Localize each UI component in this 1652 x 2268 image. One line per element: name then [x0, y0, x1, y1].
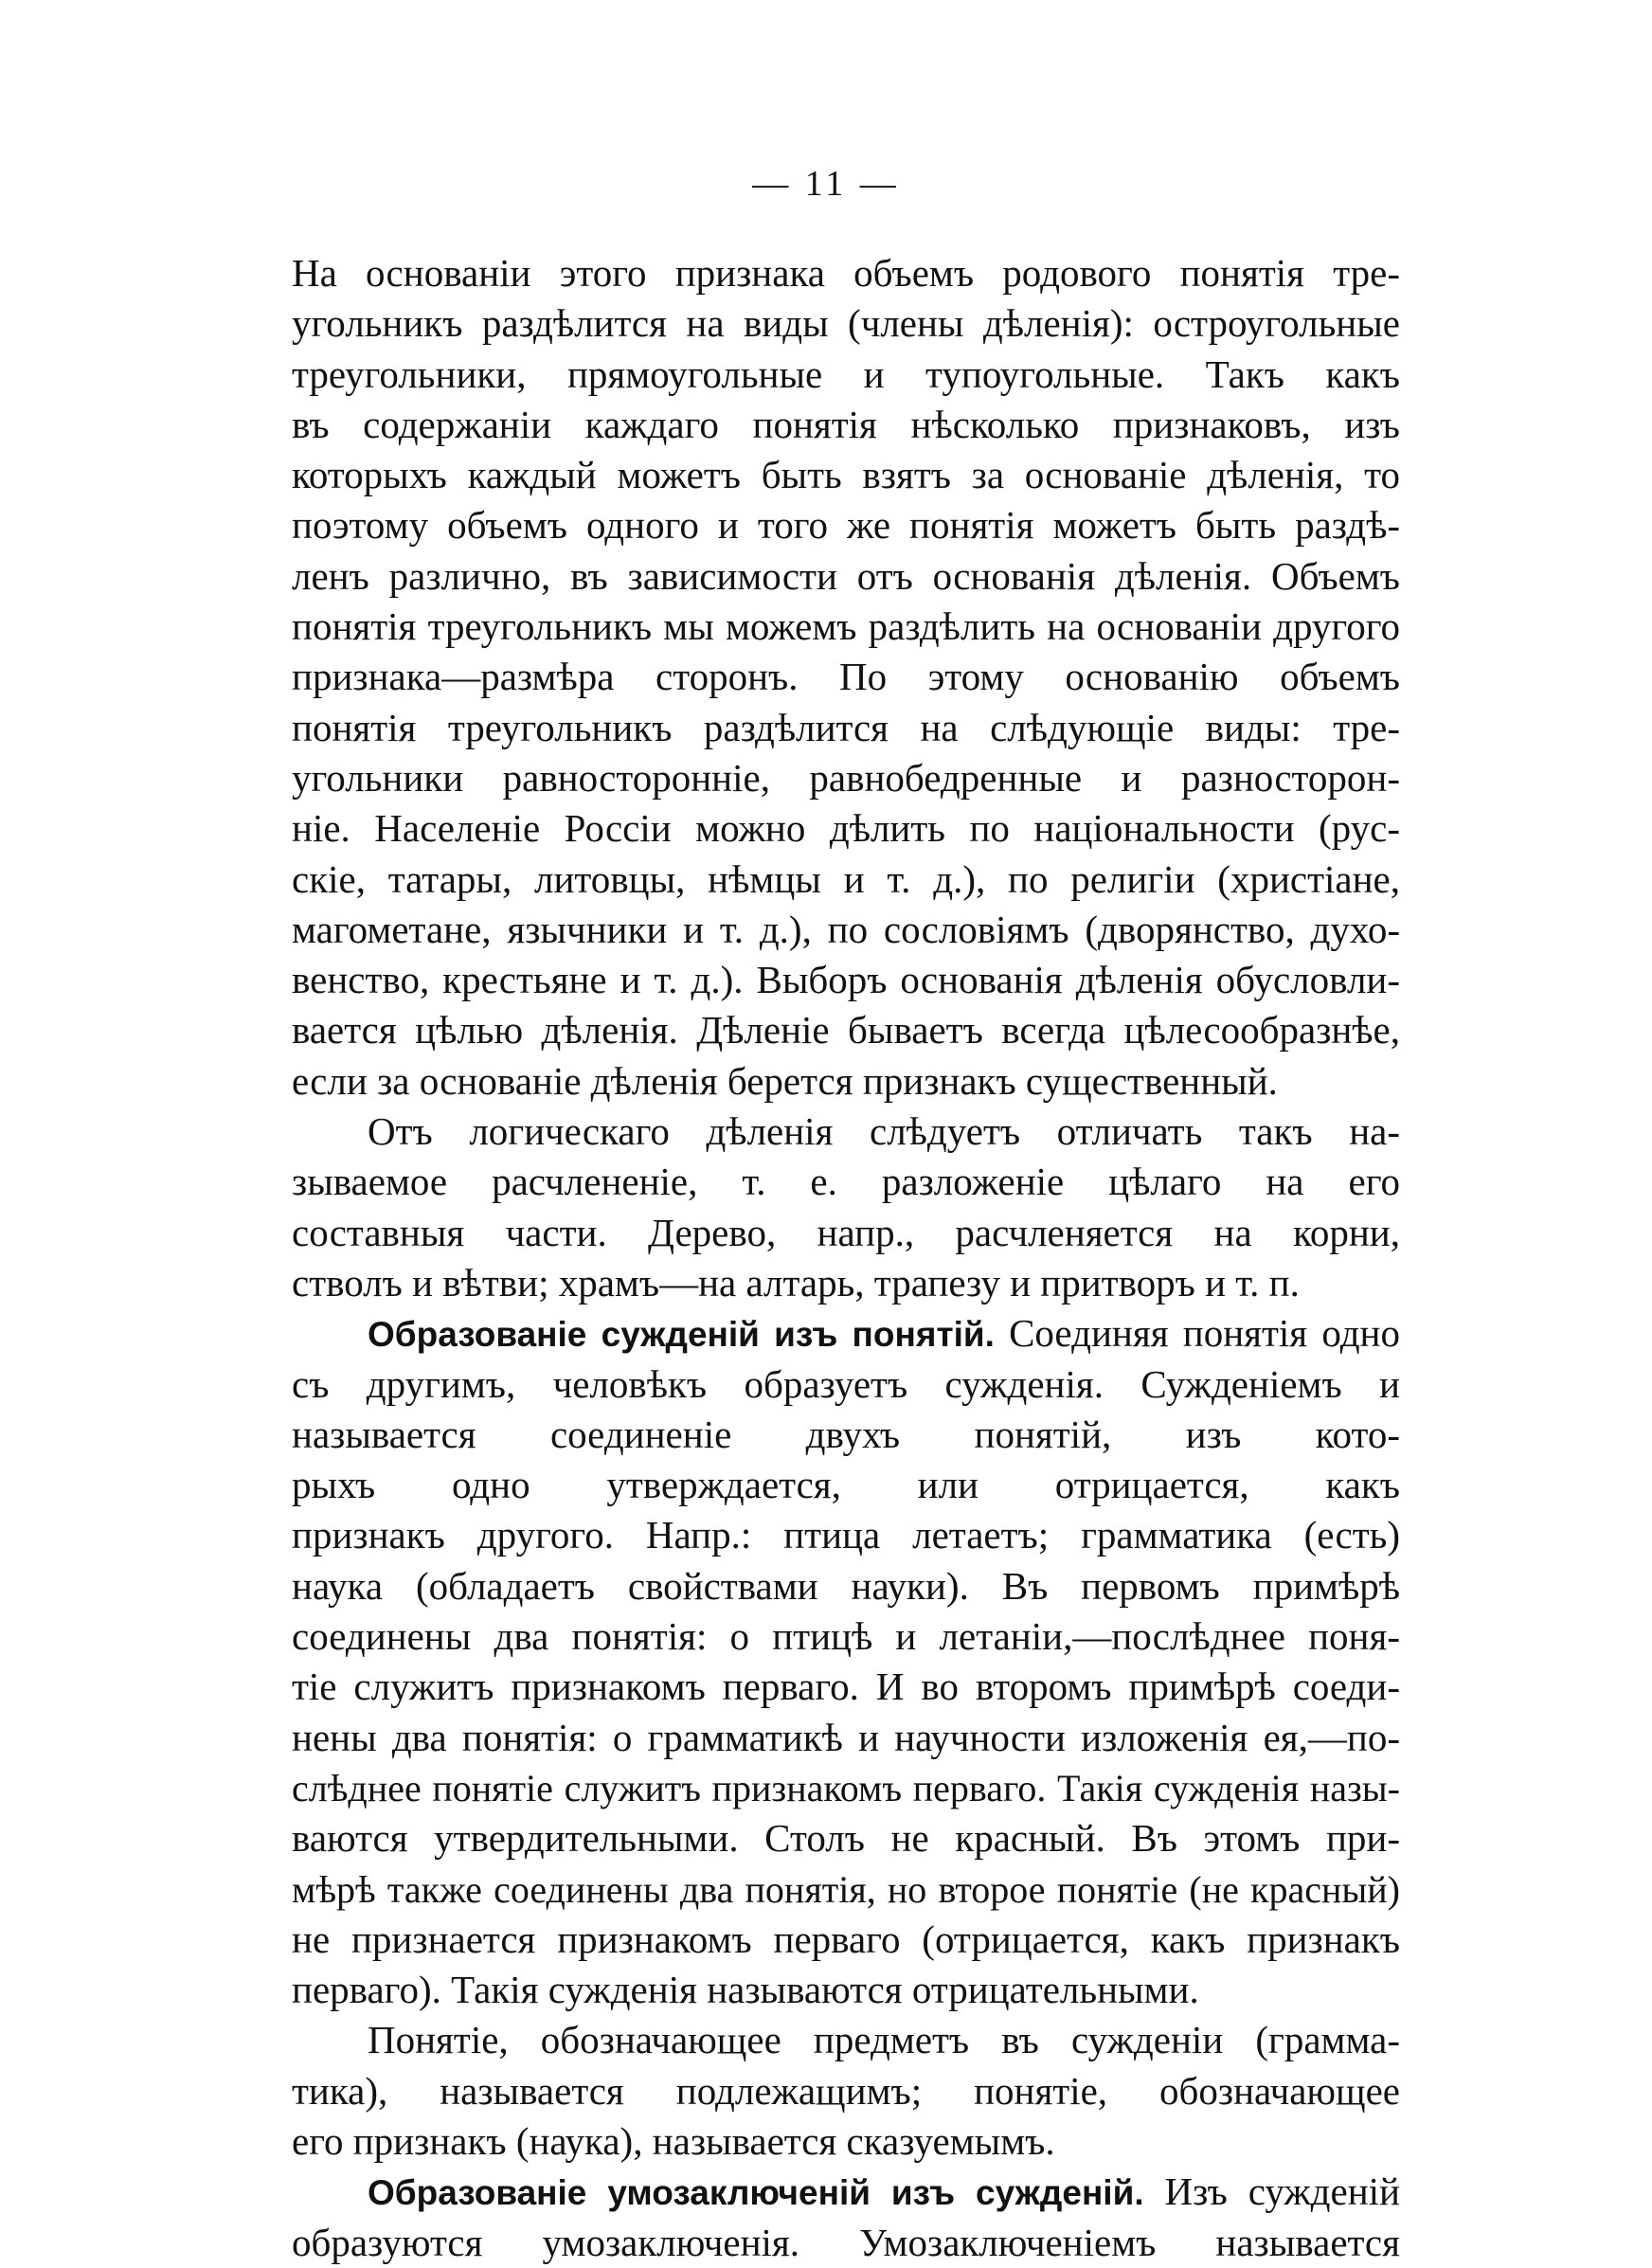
- line-text: составныя части. Дерево, напр., расчленяется на корни,: [292, 1210, 1400, 1254]
- line-text: поэтому объемъ одного и того же понятiя можетъ быть раздѣ-: [292, 503, 1400, 548]
- text-line: [292, 2066, 1400, 2116]
- page-number: — 11 —: [752, 164, 900, 204]
- text-line: [292, 703, 1400, 753]
- text-line: [292, 855, 1400, 905]
- line-text: Отъ логическаго дѣленiя слѣдуетъ отличать такъ на-: [368, 1109, 1400, 1154]
- text-line: [292, 2116, 1400, 2167]
- text-line: [292, 1813, 1400, 1863]
- text-line: [292, 1864, 1400, 1915]
- text-line: [292, 602, 1400, 652]
- text-line: [292, 500, 1400, 550]
- line-text: угольникъ раздѣлится на виды (члены дѣленiя): остроугольные: [292, 301, 1400, 346]
- line-text: вается цѣлью дѣленiя. Дѣленiе бываетъ всегда цѣлесообразнѣе,: [292, 1008, 1400, 1053]
- line-text: мѣрѣ также соединены два понятiя, но второе понятiе (не красный): [292, 1867, 1400, 1911]
- line-text: магометане, язычники и т. д.), по сословiямъ (дворянство, духо-: [292, 907, 1400, 951]
- line-text: угольники равностороннiе, равнобедренные и разносторон-: [292, 755, 1400, 800]
- line-text: Соединяя понятiя одно: [994, 1311, 1400, 1356]
- line-text: которыхъ каждый можетъ быть взятъ за основанiе дѣленiя, то: [292, 453, 1400, 497]
- section-heading: Образованiе сужденiй изъ понятiй.: [368, 1315, 995, 1355]
- text-line: [292, 803, 1400, 854]
- line-text: зываемое расчлененiе, т. е. разложенiе цѣлаго на его: [292, 1160, 1400, 1204]
- text-line: [292, 1208, 1400, 1258]
- text-line: [292, 1258, 1400, 1308]
- text-line: [292, 753, 1400, 803]
- text-line: [292, 350, 1400, 400]
- line-text: ленъ различно, въ зависимости отъ основанiя дѣленiя. Объемъ: [292, 553, 1400, 598]
- text-line: [292, 1510, 1400, 1560]
- line-text: нены два понятiя: о грамматикѣ и научности изложенiя ея,—по-: [292, 1715, 1400, 1759]
- text-line: [292, 1662, 1400, 1712]
- line-text: наука (обладаетъ свойствами науки). Въ первомъ примѣрѣ: [292, 1563, 1400, 1608]
- text-line: [292, 1915, 1400, 1965]
- text-line: [292, 450, 1400, 500]
- text-line: [292, 1713, 1400, 1763]
- line-text: въ содержанiи каждаго понятiя нѣсколько признаковъ, изъ: [292, 402, 1400, 446]
- text-line: [292, 1410, 1400, 1460]
- text-line: [292, 1056, 1400, 1107]
- text-line: [292, 1763, 1400, 1813]
- line-text: тика), называется подлежащимъ; понятiе, обозначающее: [292, 2068, 1400, 2113]
- text-line: [292, 248, 1400, 298]
- line-text: съ другимъ, человѣкъ образуетъ сужденiя. Сужденiемъ и: [292, 1361, 1400, 1406]
- line-text: его признакъ (наука), называется сказуемымъ.: [292, 2118, 1055, 2163]
- text-line: [292, 1005, 1400, 1055]
- line-text: скiе, татары, литовцы, нѣмцы и т. д.), по религiи (христiане,: [292, 856, 1400, 901]
- line-text: нiе. Населенiе Россiи можно дѣлить по нацiональности (рус-: [292, 806, 1400, 851]
- line-text: понятiя треугольникъ раздѣлится на слѣдующiе виды: тре-: [292, 705, 1400, 749]
- line-text: рыхъ одно утверждается, или отрицается, какъ: [292, 1463, 1400, 1507]
- text-line: [292, 551, 1400, 602]
- line-text: образуются умозаключенiя. Умозаключенiемъ называется: [292, 2220, 1400, 2264]
- text-line: [292, 1965, 1400, 2015]
- line-text: понятiя треугольникъ мы можемъ раздѣлить на основанiи другого: [292, 604, 1400, 649]
- text-line: [292, 905, 1400, 955]
- line-text: Изъ сужденiй: [1143, 2169, 1400, 2214]
- line-text: На основанiи этого признака объемъ родового понятiя тре-: [292, 251, 1400, 295]
- line-text: тiе служитъ признакомъ перваго. И во второмъ примѣрѣ соеди-: [292, 1665, 1400, 1709]
- text-line: [292, 1359, 1400, 1410]
- line-text: треугольники, прямоугольные и тупоугольные. Такъ какъ: [292, 351, 1400, 396]
- text-line: [292, 1460, 1400, 1510]
- line-text: перваго). Такiя сужденiя называются отрицательными.: [292, 1968, 1199, 2012]
- line-text: соединены два понятiя: о птицѣ и летанiи,—послѣднее поня-: [292, 1614, 1400, 1659]
- text-line: [292, 1611, 1400, 1662]
- line-text: венство, крестьяне и т. д.). Выборъ основанiя дѣленiя обусловли-: [292, 958, 1400, 1002]
- line-text: называется соединенiе двухъ понятiй, изъ кото-: [292, 1412, 1400, 1456]
- section-heading: Образованiе умозаключенiй изъ сужденiй.: [368, 2173, 1144, 2213]
- line-text: слѣднее понятiе служитъ признакомъ перваго. Такiя сужденiя назы-: [292, 1766, 1400, 1809]
- line-text: признака—размѣра сторонъ. По этому основанiю объемъ: [292, 655, 1400, 699]
- text-line: [292, 1107, 1400, 1157]
- line-text: признакъ другого. Напр.: птица летаетъ; грамматика (есть): [292, 1513, 1400, 1557]
- text-line: [292, 298, 1400, 349]
- text-line: [292, 2015, 1400, 2065]
- text-line: [292, 400, 1400, 450]
- line-text: не признается признакомъ перваго (отрицается, какъ признакъ: [292, 1917, 1400, 1961]
- text-line: [292, 1561, 1400, 1611]
- text-line: [292, 652, 1400, 702]
- line-text: Понятiе, обозначающее предметъ въ сужденiи (грамма-: [368, 2018, 1400, 2062]
- text-line: [292, 1308, 1400, 1359]
- text-line: [292, 1157, 1400, 1207]
- text-line: [292, 2218, 1400, 2268]
- text-line: [292, 2167, 1400, 2217]
- line-text: ваются утвердительными. Столъ не красный. Въ этомъ при-: [292, 1816, 1400, 1861]
- body-text: [292, 248, 1400, 2268]
- text-line: [292, 955, 1400, 1005]
- line-text: стволъ и вѣтви; храмъ—на алтарь, трапезу и притворъ и т. п.: [292, 1260, 1300, 1305]
- line-text: если за основанiе дѣленiя берется признакъ существенный.: [292, 1058, 1278, 1103]
